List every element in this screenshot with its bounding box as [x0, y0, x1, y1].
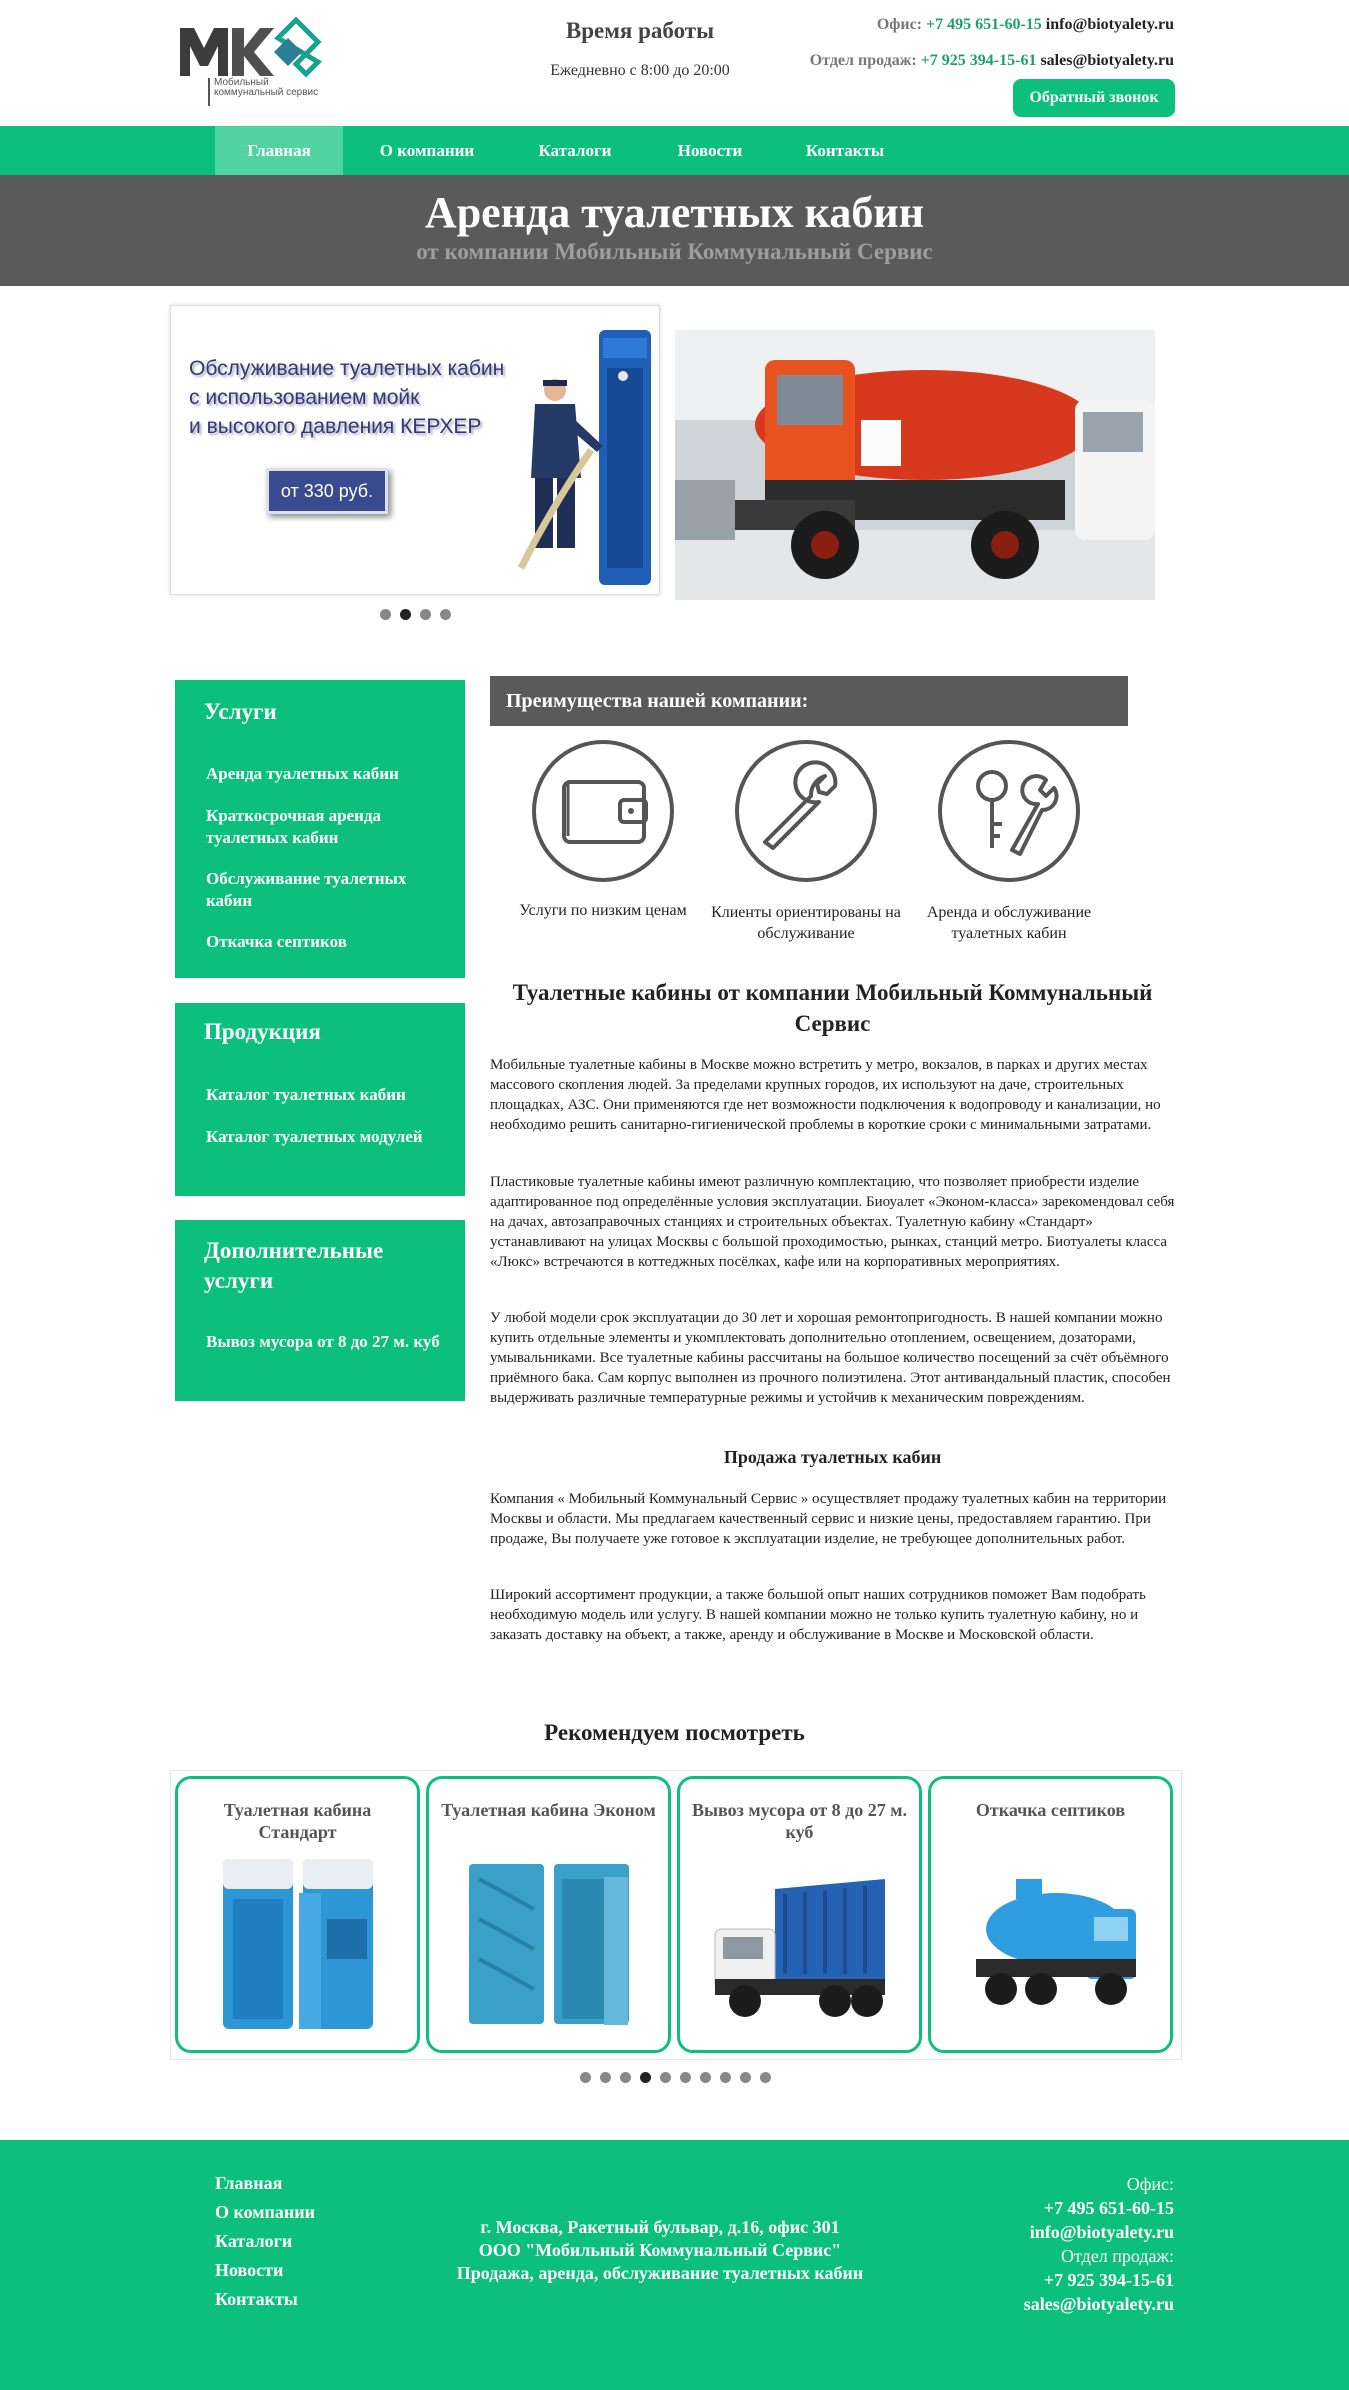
- footer-sales-phone[interactable]: +7 925 394-15-61: [1043, 2270, 1174, 2290]
- office-contacts: [877, 16, 1174, 34]
- carousel-dot[interactable]: [600, 2072, 611, 2083]
- footer-office-phone[interactable]: +7 495 651-60-15: [1043, 2198, 1174, 2218]
- company-logo[interactable]: [178, 16, 328, 110]
- recommended-title: Рекомендуем посмотреть: [544, 1720, 805, 1745]
- sidebar-extra-title: Дополнительные услуги: [204, 1238, 384, 1293]
- slide-price-button[interactable]: от 330 руб.: [266, 468, 388, 514]
- content-paragraph: Мобильные туалетные кабины в Москве можно встретить у метро, вокзалов, в парках и других местах массового скопления людей. За пределами крупных городов, их используют на даче, строительных площадках, АЗС. Они применяются где нет возможности подключения к водопроводу и канализации, но необходимо решить санитарно-гигиенической проблемы в короткие сроки с минимальными затратами.: [490, 1057, 1161, 1133]
- footer-sales-email[interactable]: sales@biotyalety.ru: [1023, 2294, 1174, 2314]
- content-title: Туалетные кабины от компании Мобильный Коммунальный Сервис: [512, 980, 1153, 1036]
- sidebar-item-short-rent[interactable]: Краткосрочная аренда туалетных кабин: [206, 806, 382, 847]
- sidebar-item-module-catalog[interactable]: Каталог туалетных модулей: [206, 1127, 423, 1146]
- footer: [0, 2140, 1349, 2390]
- callback-button[interactable]: Обратный звонок: [1013, 79, 1175, 117]
- sidebar-item-garbage[interactable]: Вывоз мусора от 8 до 27 м. куб: [206, 1332, 440, 1351]
- worker-toilet-image: [511, 328, 656, 590]
- card-title: Откачка септиков: [975, 1800, 1126, 1820]
- footer-link-home[interactable]: Главная: [215, 2173, 283, 2193]
- card-title: Туалетная кабина Эконом: [441, 1800, 656, 1820]
- office-label: Офис:: [876, 16, 922, 33]
- carousel-dot[interactable]: [700, 2072, 711, 2083]
- toilet-econom-image: [454, 1849, 644, 2039]
- footer-link-contacts[interactable]: Контакты: [215, 2289, 298, 2309]
- office-phone[interactable]: +7 495 651-60-15: [926, 16, 1042, 33]
- work-hours-title: Время работы: [565, 18, 715, 43]
- slide-service[interactable]: [170, 305, 660, 595]
- advantage-label: Услуги по низким ценам: [519, 902, 687, 919]
- footer-tagline: Продажа, аренда, обслуживание туалетных кабин: [456, 2263, 864, 2283]
- carousel-dot[interactable]: [620, 2072, 631, 2083]
- key-wrench-icon: [938, 740, 1080, 882]
- slide-line-3: и высокого давления КЕРХЕР: [189, 415, 482, 438]
- slider-dot[interactable]: [440, 609, 451, 620]
- carousel-dot[interactable]: [640, 2072, 651, 2083]
- work-hours-text: Ежедневно с 8:00 до 20:00: [550, 62, 730, 79]
- sidebar-products: [175, 1003, 465, 1196]
- footer-sales-label: Отдел продаж:: [1061, 2246, 1174, 2266]
- recommended-card[interactable]: [426, 1776, 671, 2053]
- sidebar-item-septic[interactable]: Откачка септиков: [206, 932, 347, 951]
- footer-address: г. Москва, Ракетный бульвар, д.16, офис 301: [480, 2217, 840, 2237]
- carousel-dot[interactable]: [660, 2072, 671, 2083]
- card-title: Вывоз мусора от 8 до 27 м. куб: [691, 1800, 908, 1842]
- sidebar-extra: [175, 1220, 465, 1401]
- recommended-card[interactable]: [928, 1776, 1173, 2053]
- sidebar-services: [175, 680, 465, 978]
- garbage-truck-image: [705, 1849, 895, 2039]
- carousel-dot[interactable]: [680, 2072, 691, 2083]
- footer-company: ООО "Мобильный Коммунальный Сервис": [478, 2240, 842, 2260]
- page-title: Аренда туалетных кабин: [424, 188, 925, 237]
- slider-dot[interactable]: [380, 609, 391, 620]
- office-email[interactable]: info@biotyalety.ru: [1045, 16, 1174, 33]
- carousel-dot[interactable]: [720, 2072, 731, 2083]
- sidebar-services-title: Услуги: [204, 699, 277, 724]
- slide-line-1: Обслуживание туалетных кабин: [189, 357, 505, 380]
- slide-line-2: с использованием мойк: [189, 386, 420, 409]
- slide-truck-image[interactable]: [675, 330, 1155, 600]
- carousel-dot[interactable]: [580, 2072, 591, 2083]
- sales-email[interactable]: sales@biotyalety.ru: [1040, 52, 1174, 69]
- card-title: Туалетная кабина Стандарт: [223, 1800, 372, 1842]
- slider-dots: [380, 609, 451, 620]
- content-paragraph: Широкий ассортимент продукции, а также большой опыт наших сотрудников поможет Вам подобрать необходимую модель или услугу. В нашей компании можно не только купить туалетную кабину, но и заказать доставку на объект, а также, аренду и обслуживание в Москве и Московской области.: [490, 1587, 1146, 1643]
- nav-item-about[interactable]: О компании: [379, 141, 475, 160]
- nav-item-catalogs[interactable]: Каталоги: [538, 141, 612, 160]
- sales-subtitle: Продажа туалетных кабин: [723, 1447, 942, 1467]
- carousel-dot[interactable]: [740, 2072, 751, 2083]
- carousel-dot[interactable]: [760, 2072, 771, 2083]
- slide-headline: [189, 354, 504, 441]
- sales-contacts: [810, 52, 1174, 70]
- nav-item-home[interactable]: Главная: [215, 126, 343, 175]
- carousel-dots: [580, 2072, 771, 2083]
- page-banner: [0, 175, 1349, 286]
- sales-phone[interactable]: +7 925 394-15-61: [920, 52, 1037, 69]
- sidebar-item-rent[interactable]: Аренда туалетных кабин: [206, 764, 399, 783]
- wrench-icon: [735, 740, 877, 882]
- footer-link-news[interactable]: Новости: [215, 2260, 284, 2280]
- content-paragraph: Пластиковые туалетные кабины имеют различную комплектацию, что позволяет приобрести изделие адаптированное под определённые условия эксплуатации. Биоуалет «Эконом-класса» зарекомендовал себя на дачах, автозаправочных станциях и строительных объектах. Туалетную кабину «Стандарт» устанавливают на улицах Москвы с большой проходимостью, рынках, станций метро. Биотуалеты класса «Люкс» встречаются в коттеджных посёлках, кафе или на корпоративных мероприятиях.: [490, 1174, 1175, 1270]
- sidebar-item-cabin-catalog[interactable]: Каталог туалетных кабин: [206, 1085, 406, 1104]
- wallet-icon: [532, 740, 674, 882]
- footer-office-email[interactable]: info@biotyalety.ru: [1029, 2222, 1174, 2242]
- slider-dot[interactable]: [400, 609, 411, 620]
- footer-link-catalogs[interactable]: Каталоги: [215, 2231, 293, 2251]
- slider-dot[interactable]: [420, 609, 431, 620]
- recommended-card[interactable]: [677, 1776, 922, 2053]
- logo-text: Мобильный коммунальный сервис: [214, 77, 319, 98]
- advantages-title: Преимущества нашей компании:: [490, 676, 1128, 726]
- advantage-label: Клиенты ориентированы на обслуживание: [711, 904, 901, 942]
- toilet-standard-image: [203, 1849, 393, 2039]
- sales-label: Отдел продаж:: [809, 52, 917, 69]
- advantage-label: Аренда и обслуживание туалетных кабин: [926, 904, 1092, 942]
- vacuum-truck-image: [675, 330, 1155, 600]
- footer-office-label: Офис:: [1126, 2174, 1174, 2194]
- nav-item-contacts[interactable]: Контакты: [805, 141, 885, 160]
- content-paragraph: У любой модели срок эксплуатации до 30 лет и хорошая ремонтопригодность. В нашей компании можно купить отдельные элементы и укомплектовать дополнительно отоплением, освещением, дозаторами, умывальниками. Все туалетные кабины рассчитаны на большое количество посещений за счёт объёмного приёмного бака. Сам корпус выполнен из прочного полиэтилена. Этот антивандальный пластик, способен выдерживать различные температурные режимы и устойчив к механическим повреждениям.: [490, 1310, 1171, 1406]
- sidebar-products-title: Продукция: [204, 1019, 321, 1044]
- recommended-card[interactable]: [175, 1776, 420, 2053]
- nav-item-news[interactable]: Новости: [677, 141, 743, 160]
- footer-link-about[interactable]: О компании: [215, 2202, 316, 2222]
- page-subtitle: от компании Мобильный Коммунальный Сервис: [416, 239, 933, 264]
- main-nav: [0, 126, 1349, 175]
- content-paragraph: Компания « Мобильный Коммунальный Сервис » осуществляет продажу туалетных кабин на территории Москвы и области. Мы предлагаем качественный сервис и низкие цены, предоставляем гарантию. При продаже, Вы получаете уже готовое к эксплуатации изделие, не требующее дополнительных работ.: [490, 1491, 1167, 1547]
- sidebar-item-maintenance[interactable]: Обслуживание туалетных кабин: [206, 869, 407, 910]
- septic-truck-image: [956, 1849, 1146, 2039]
